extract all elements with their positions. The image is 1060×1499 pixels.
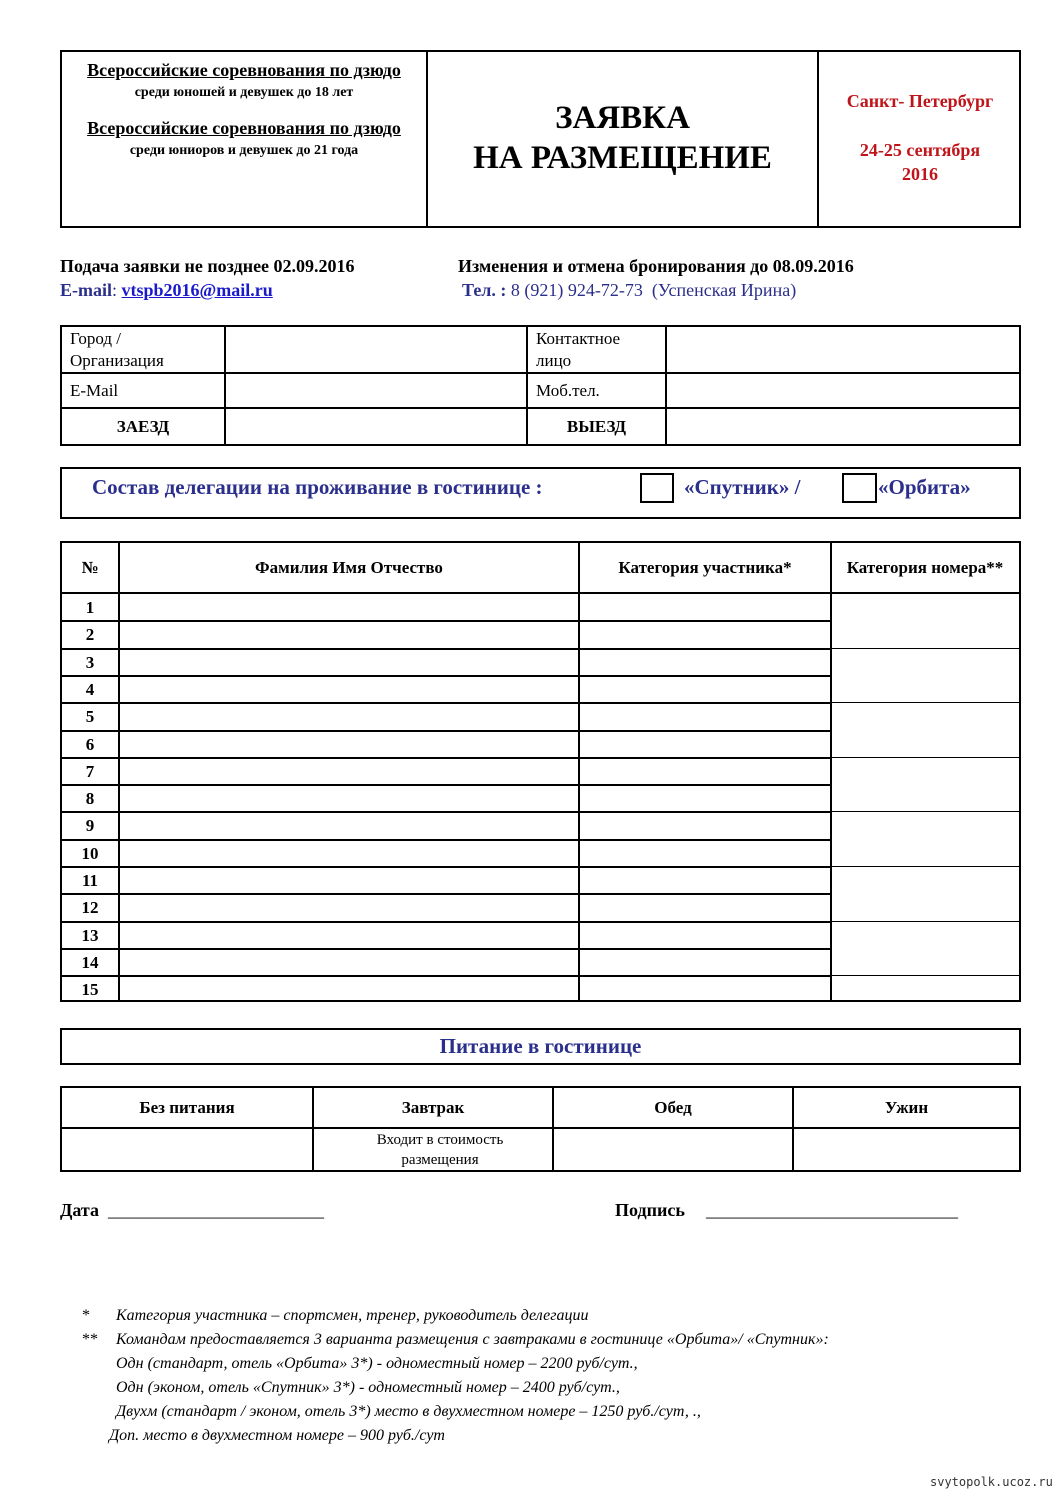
footnote-text-3: Одн (стандарт, отель «Орбита» 3*) - одноместный номер – 2200 руб/сут., [116, 1355, 638, 1372]
participant-category-field[interactable] [580, 621, 830, 649]
room-category-field[interactable] [832, 976, 1019, 1003]
competition-title-1: Всероссийские соревнования по дзюдо [87, 60, 401, 80]
mobile-label: Моб.тел. [536, 381, 600, 400]
orbita-checkbox[interactable] [842, 473, 877, 503]
contact-col-divider-3 [665, 325, 667, 446]
participant-name-field[interactable] [120, 949, 578, 976]
room-category-field[interactable] [832, 867, 1019, 921]
participant-number: 9 [85, 816, 95, 835]
participant-number: 5 [85, 707, 95, 726]
footnote-mark-1: * [82, 1307, 90, 1324]
date-line[interactable]: ________________________ [108, 1200, 324, 1220]
room-category-field[interactable] [832, 758, 1019, 811]
mobile-field[interactable] [668, 374, 1019, 407]
contact-col-divider-1 [224, 325, 226, 446]
participant-name-field[interactable] [120, 758, 578, 785]
room-category-field[interactable] [832, 812, 1019, 866]
participant-category-field[interactable] [580, 812, 830, 840]
participant-number: 15 [81, 980, 99, 999]
date-label: Дата [60, 1200, 99, 1220]
event-city: Санкт- Петербург [846, 91, 994, 111]
footnote-text-2: Командам предоставляется 3 варианта размещения с завтраками в гостинице «Орбита»/ «Спутник»: [116, 1331, 829, 1348]
meal-col-dinner: Ужин [884, 1097, 929, 1117]
participant-category-field[interactable] [580, 894, 830, 922]
breakfast-note: Входит в стоимость размещения [376, 1131, 504, 1168]
sputnik-checkbox[interactable] [640, 473, 674, 503]
col-header-name: Фамилия Имя Отчество [255, 557, 443, 577]
delegation-label: Состав делегации на проживание в гостинице : [92, 475, 543, 499]
email-row-label: E-Mail [70, 381, 119, 400]
participant-name-field[interactable] [120, 922, 578, 949]
participant-category-field[interactable] [580, 785, 830, 812]
email-row-field[interactable] [227, 374, 525, 407]
participant-number: 11 [81, 870, 99, 890]
participant-number: 3 [85, 652, 95, 672]
participant-number: 13 [81, 925, 99, 945]
participant-name-field[interactable] [120, 840, 578, 867]
competition-title-2: Всероссийские соревнования по дзюдо [87, 118, 401, 138]
footnote-text-4: Одн (эконом, отель «Спутник» 3*) - одноместный номер – 2400 руб/сут., [116, 1379, 620, 1396]
departure-field[interactable] [668, 409, 1019, 445]
signature-line[interactable]: ____________________________ [706, 1200, 958, 1220]
event-dates-1: 24-25 сентября [859, 140, 981, 160]
form-title-line-2: НА РАЗМЕЩЕНИЕ [473, 140, 772, 176]
email-line [60, 278, 273, 302]
meal-col-breakfast: Завтрак [401, 1097, 465, 1117]
room-category-field[interactable] [832, 922, 1019, 975]
email-link[interactable]: vtspb2016@mail.ru [121, 280, 273, 300]
meals-title: Питание в гостинице [439, 1034, 642, 1058]
room-category-field[interactable] [832, 703, 1019, 757]
participant-category-field[interactable] [580, 731, 830, 758]
arrival-label: ЗАЕЗД [116, 417, 170, 436]
meal-lunch-field[interactable] [554, 1129, 792, 1170]
meal-col-lunch: Обед [654, 1097, 692, 1117]
meal-dinner-field[interactable] [794, 1129, 1019, 1170]
participant-name-field[interactable] [120, 867, 578, 894]
room-category-field[interactable] [832, 594, 1019, 648]
participant-name-field[interactable] [120, 785, 578, 812]
meal-col-none: Без питания [139, 1097, 235, 1117]
watermark: svytopolk.ucoz.ru [930, 1475, 1053, 1489]
arrival-field[interactable] [227, 409, 525, 445]
signature-label: Подпись [615, 1200, 685, 1220]
participant-name-field[interactable] [120, 976, 578, 1004]
form-title-line-1: ЗАЯВКА [555, 100, 690, 136]
contact-person-label: Контактное лицо [536, 329, 621, 370]
city-org-label: Город / Организация [70, 329, 164, 370]
phone-label: Тел. : [462, 280, 507, 300]
col-header-num: № [81, 557, 99, 577]
participant-name-field[interactable] [120, 621, 578, 649]
room-category-field[interactable] [832, 649, 1019, 702]
participant-number: 4 [85, 679, 95, 699]
footnote-text-6: Доп. место в двухместном номере – 900 руб./сут [109, 1427, 445, 1444]
header-center [428, 98, 817, 178]
participant-category-field[interactable] [580, 594, 830, 621]
meal-none-field[interactable] [62, 1129, 312, 1170]
phone-line [462, 278, 796, 302]
participant-name-field[interactable] [120, 703, 578, 731]
header-left [64, 58, 424, 161]
participant-number: 14 [81, 952, 99, 972]
participant-name-field[interactable] [120, 649, 578, 676]
participant-category-field[interactable] [580, 949, 830, 976]
changes-text: Изменения и отмена бронирования до 08.09.2016 [458, 256, 854, 276]
participant-number: 12 [81, 898, 99, 917]
participant-category-field[interactable] [580, 649, 830, 676]
participant-name-field[interactable] [120, 812, 578, 840]
participant-category-field[interactable] [580, 922, 830, 949]
contact-person-field[interactable] [668, 327, 1019, 372]
participant-number: 2 [85, 625, 95, 644]
participant-category-field[interactable] [580, 676, 830, 703]
event-dates-2: 2016 [902, 164, 938, 184]
col-header-category: Категория участника* [618, 557, 792, 577]
participant-category-field[interactable] [580, 758, 830, 785]
email-label: E-mail [60, 280, 112, 300]
header-right [819, 88, 1021, 186]
orbita-label: «Орбита» [878, 475, 971, 499]
deadline-text: Подача заявки не позднее 02.09.2016 [60, 256, 355, 276]
footnote-text-5: Двухм (стандарт / эконом, отель 3*) место в двухместном номере – 1250 руб./сут, ., [116, 1403, 701, 1420]
sputnik-label: «Спутник» / [684, 475, 801, 499]
participant-number: 1 [85, 597, 95, 617]
participant-category-field[interactable] [580, 703, 830, 731]
competition-sub-2: среди юниоров и девушек до 21 года [129, 143, 359, 158]
participant-number: 7 [85, 761, 95, 781]
footnote-mark-2: ** [82, 1331, 98, 1348]
participant-name-field[interactable] [120, 594, 578, 621]
city-org-field[interactable] [227, 327, 525, 372]
phone-value: 8 (921) 924-72-73 (Успенская Ирина) [506, 280, 797, 300]
participant-name-field[interactable] [120, 894, 578, 922]
participant-category-field[interactable] [580, 840, 830, 867]
participant-name-field[interactable] [120, 731, 578, 758]
participant-number: 6 [85, 734, 95, 754]
email-separator: : [112, 280, 122, 300]
col-header-room: Категория номера** [846, 558, 1004, 577]
departure-label: ВЫЕЗД [566, 417, 627, 436]
participant-name-field[interactable] [120, 676, 578, 703]
participant-number: 8 [85, 788, 95, 808]
competition-sub-1: среди юношей и девушек до 18 лет [134, 85, 354, 100]
participant-category-field[interactable] [580, 976, 830, 1004]
participant-category-field[interactable] [580, 867, 830, 894]
footnote-text-1: Категория участника – спортсмен, тренер, руководитель делегации [116, 1307, 589, 1324]
participant-number: 10 [81, 843, 99, 863]
